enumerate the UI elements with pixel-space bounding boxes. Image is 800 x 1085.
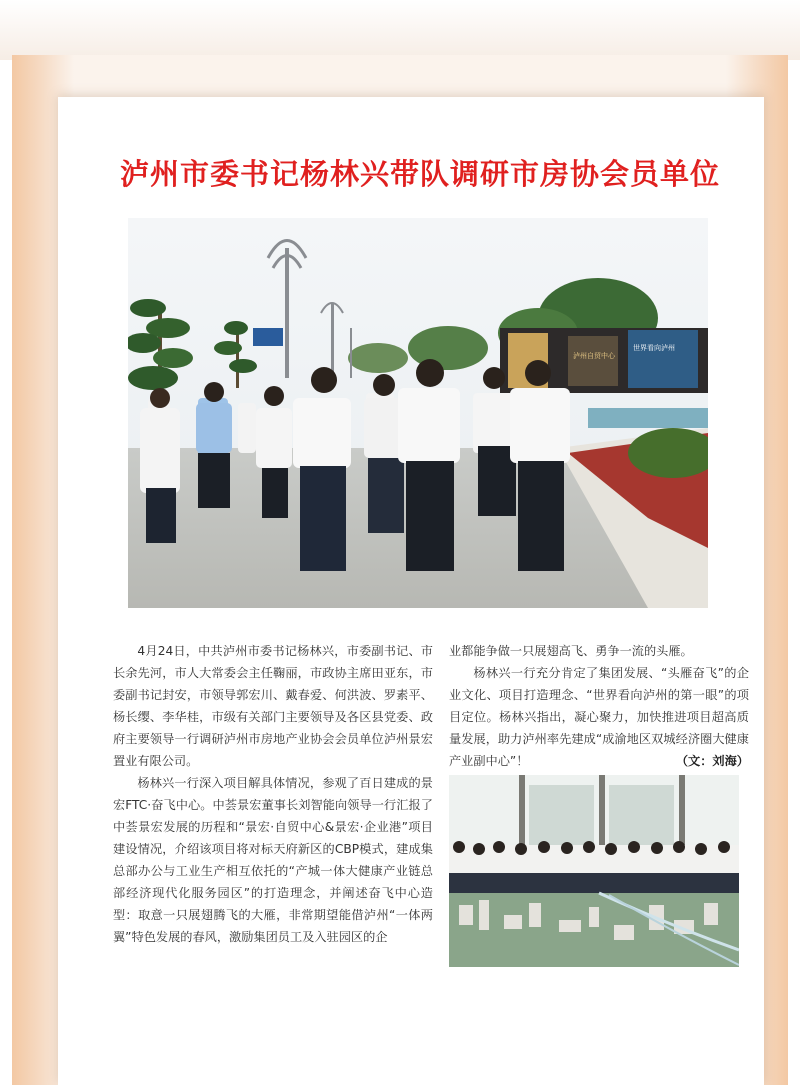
paragraph-3 bbox=[449, 662, 749, 772]
paragraph-1: 4月24日，中共泸州市委书记杨林兴，市委副书记、市长余先河，市人大常委会主任鞠丽，市政协主席田亚东，市委副书记封安，市领导郭宏川、戴春爱、何洪波、罗素平、杨长缨、李华桂，市级有关部门主要领导及各区县党委、政府主要领导一行调研泸州市房地产业协会会员单位泸州景宏置业有限公司。 bbox=[113, 644, 433, 768]
paragraph-2: 杨林兴一行深入项目解具体情况，参观了百日建成的景宏FTC·奋飞中心。中荟景宏董事长刘智能向领导一行汇报了中荟景宏发展的历程和“景宏·自贸中心&景宏·企业港”项目建设情况，介绍该项目将对标天府新区的CBP模式，建成集总部办公与工业生产相互依托的“产城一体大健康产业链总部经济现代化服务园区”的打造理念，并阐述奋飞中心造型：取意一只展翅腾飞的大雁，非常期望能借泸州“一体两翼”特色发展的春风，激励集团员工及入驻园区的企 bbox=[113, 776, 433, 944]
secondary-photo bbox=[449, 775, 739, 967]
article-column-right bbox=[449, 640, 749, 772]
paragraph-3-text: 杨林兴一行充分肯定了集团发展、“头雁奋飞”的企业文化、项目打造理念、“世界看向泸州的第一眼”的项目定位。杨林兴指出，凝心聚力，加快推进项目超高质量发展，助力泸州率先建成“成渝地区双城经济圈大健康产业副中心”！ bbox=[449, 666, 749, 768]
article-title: 泸州市委书记杨林兴带队调研市房协会员单位 bbox=[120, 157, 721, 191]
paragraph-2-continuation: 业都能争做一只展翅高飞、勇争一流的头雁。 bbox=[449, 644, 693, 658]
page-background-top bbox=[0, 0, 800, 60]
billboard-text-2: 世界看向泸州 bbox=[633, 344, 675, 352]
billboard-text-1: 泸州自贸中心 bbox=[573, 352, 615, 360]
main-photo bbox=[128, 218, 708, 608]
article-credit: （文：刘海） bbox=[675, 754, 749, 768]
article-column-left bbox=[113, 640, 433, 948]
